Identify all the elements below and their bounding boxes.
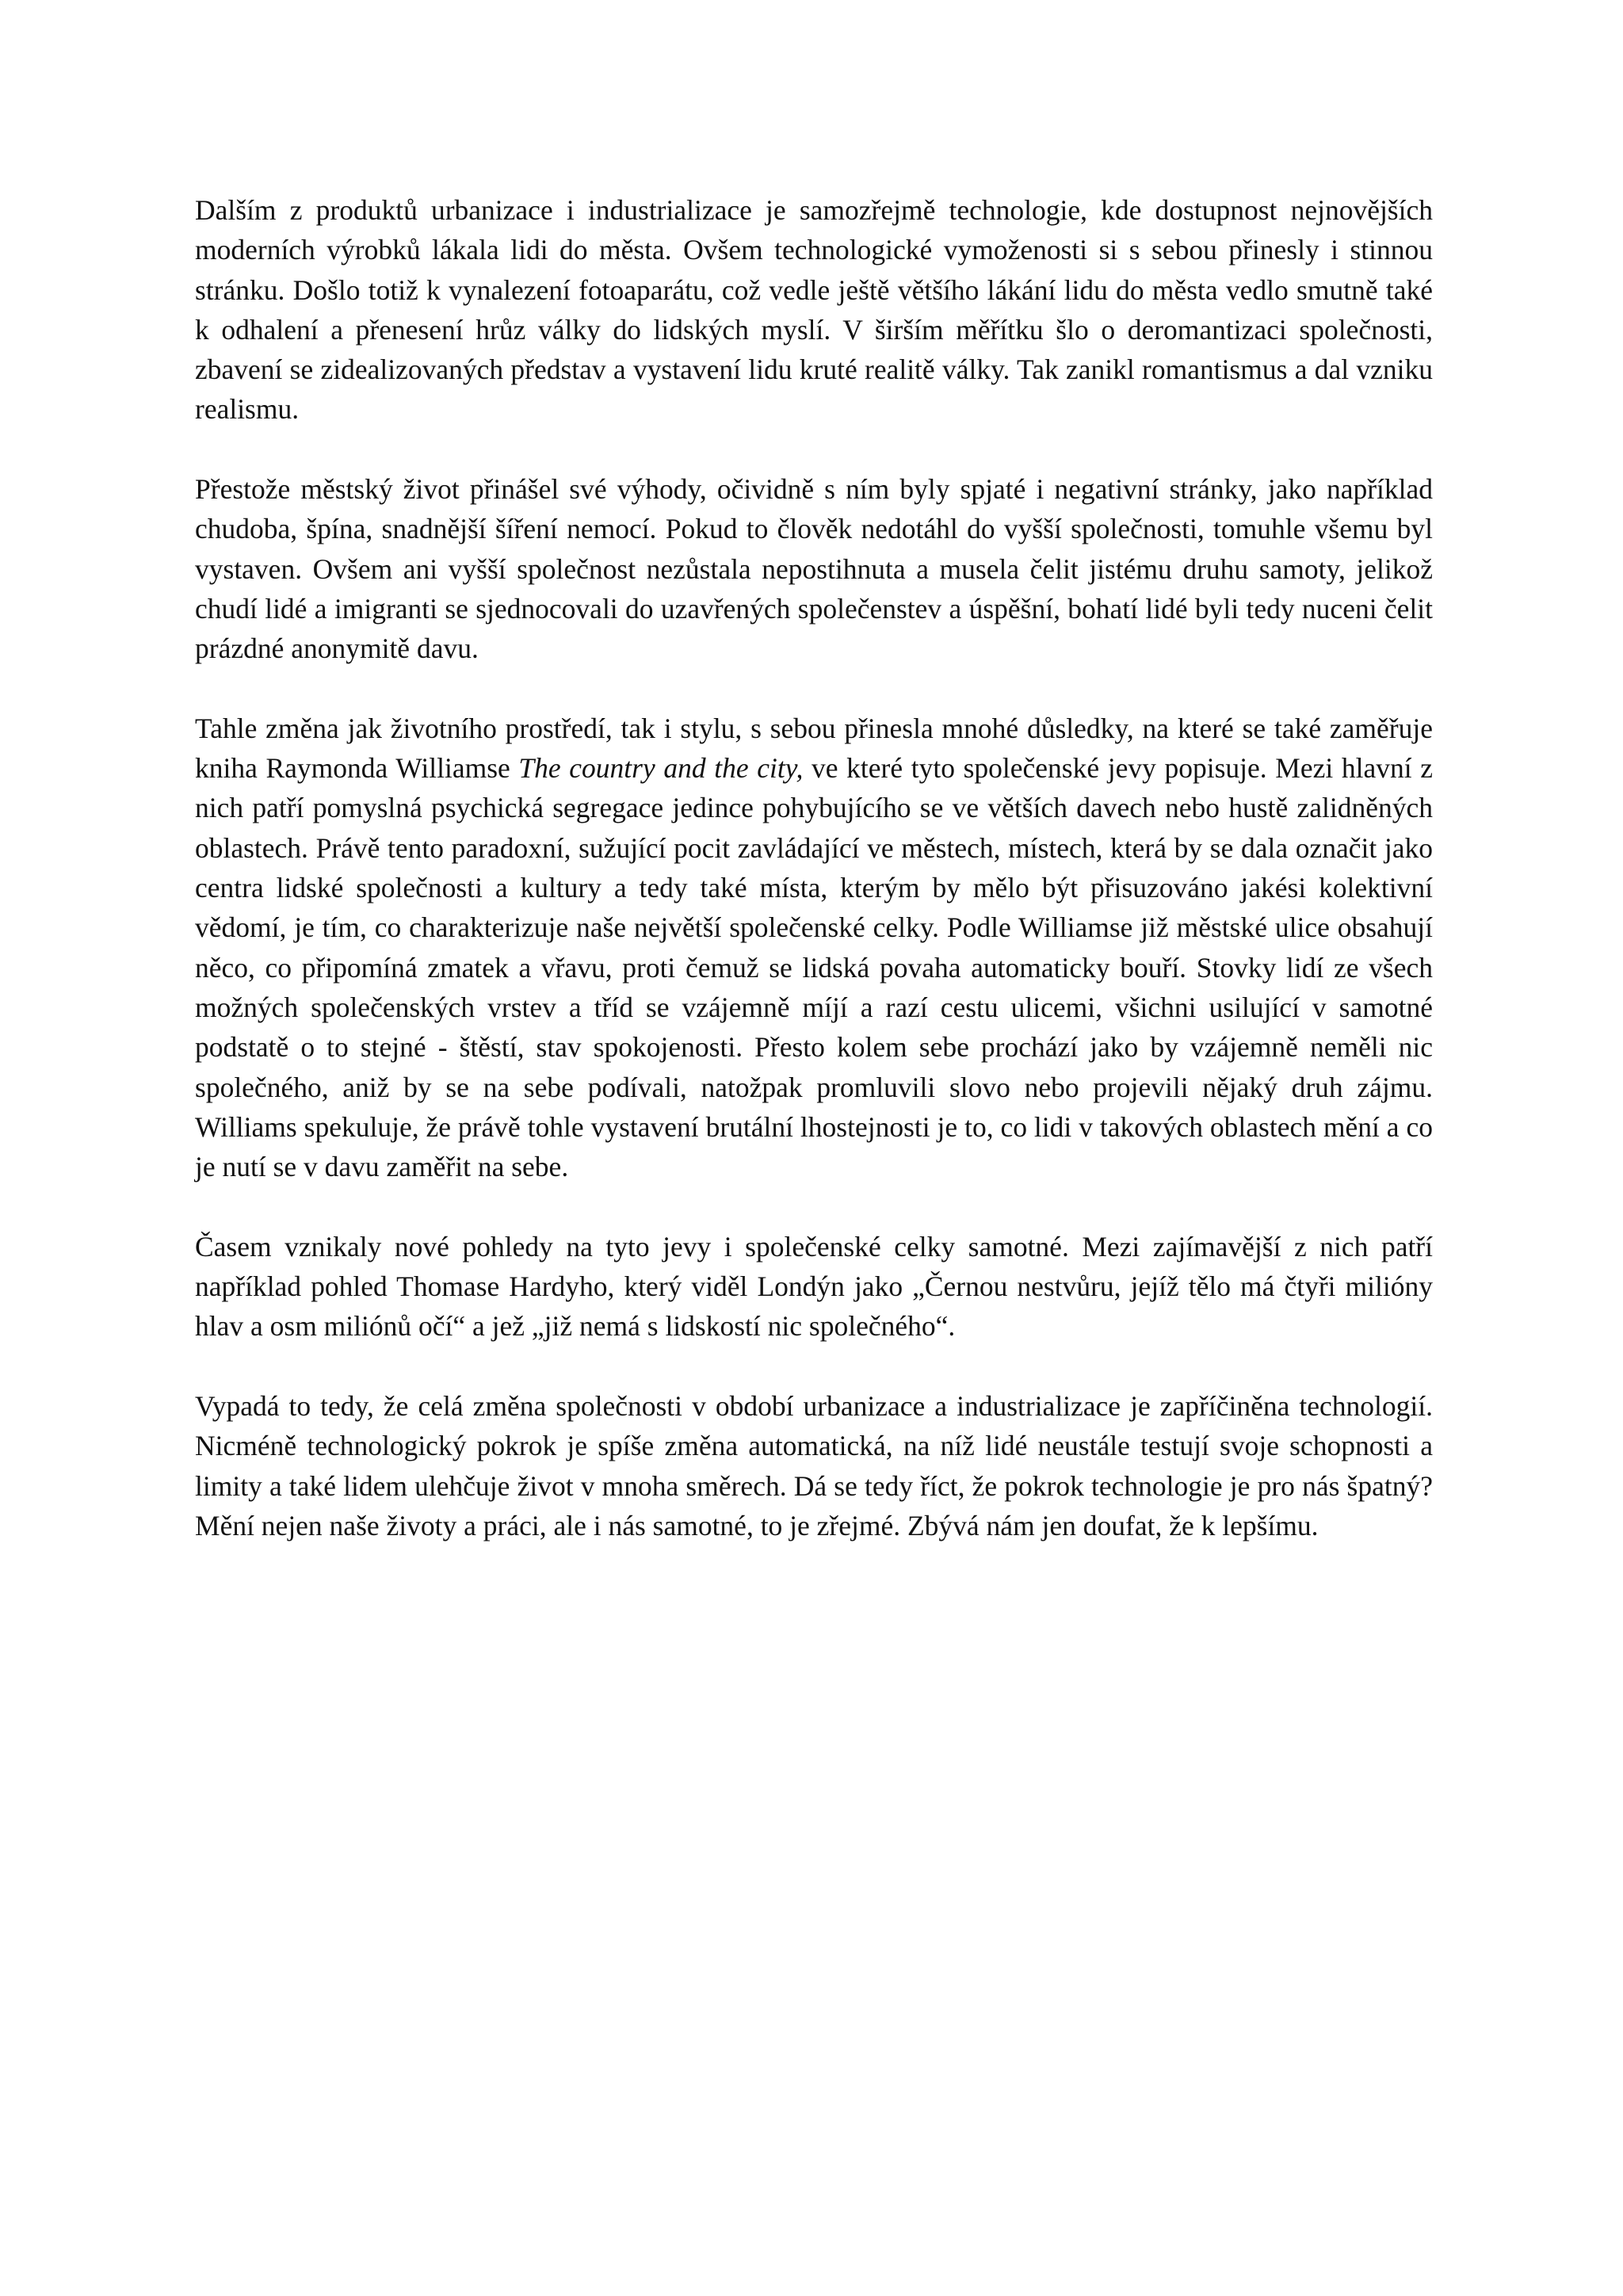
book-title: The country and the city, [518,752,804,785]
paragraph-williams-intro: Tahle změna jak životního prostředí, tak i stylu, s sebou přinesla mnohé důsledky, na které se také zaměřuje kniha Raymonda Williamse [195,712,1433,785]
paragraph-city-life: Přestože městský život přinášel své výhody, očividně s ním byly spjaté i negativní stránky, jako například chudoba, špína, snadnější šíření nemocí. Pokud to člověk nedotáhl do vyšší společnosti, tomuhle všemu byl vystaven. Ovšem ani vyšší společnost nezůstala nepostihnuta a musela čelit jistému druhu samoty, jelikož chudí lidé a imigranti se sjednocovali do uzavřených společenstev a úspěšní, bohatí lidé byli tedy nuceni čelit prázdné anonymitě davu. [195,473,1433,665]
paragraph-technology: Dalším z produktů urbanizace i industrializace je samozřejmě technologie, kde dostupnost nejnovějších moderních výrobků lákala lidi do města. Ovšem technologické vymoženosti si s sebou přinesly i stinnou stránku. Došlo totiž k vynalezení fotoaparátu, což vedle ještě většího lákání lidu do města vedlo smutně také k odhalení a přenesení hrůz války do lidských myslí. V širším měřítku šlo o deromantizaci společnosti, zbavení se zidealizovaných představ a vystavení lidu kruté realitě války. Tak zanikl romantismus a dal vzniku realismu. [195,194,1433,426]
paragraph-williams-rest: ve které tyto společenské jevy popisuje. Mezi hlavní z nich patří pomyslná psychická segregace jedince pohybujícího se ve větších davech nebo hustě zalidněných oblastech. Právě tento paradoxní, sužující pocit zavládající ve městech, místech, která by se dala označit jako centra lidské společnosti a kultury a tedy také místa, kterým by mělo být přisuzováno jakési kolektivní vědomí, je tím, co charakterizuje naše největší společenské celky. Podle Williamse již městské ulice obsahují něco, co připomíná zmatek a vřavu, proti čemuž se lidská povaha automaticky bouří. Stovky lidí ze všech možných společenských vrstev a tříd se vzájemně míjí a razí cestu ulicemi, všichni usilující v samotné podstatě o to stejné - štěstí, stav spokojenosti. Přesto kolem sebe prochází jako by vzájemně neměli nic společného, aniž by se na sebe podívali, natožpak promluvili slovo nebo projevili nějaký druh zájmu. Williams spekuluje, že právě tohle vystavení brutální lhostejnosti je to, co lidi v takových oblastech mění a co je nutí se v davu zaměřit na sebe. [195,752,1433,1183]
document-body [195,190,1433,1545]
paragraph-hardy: Časem vznikaly nové pohledy na tyto jevy i společenské celky samotné. Mezi zajímavější z nich patří například pohled Thomase Hardyho, který viděl Londýn jako „Černou nestvůru, jejíž tělo má čtyři milióny hlav a osm miliónů očí“ a jež „již nemá s lidskostí nic společného“. [195,1230,1433,1343]
paragraph-williams [195,709,1433,1187]
paragraph-conclusion: Vypadá to tedy, že celá změna společnosti v období urbanizace a industrializace je zapříčiněna technologií. Nicméně technologický pokrok je spíše změna automatická, na níž lidé neustále testují svoje schopnosti a limity a také lidem ulehčuje život v mnoha směrech. Dá se tedy říct, že pokrok technologie je pro nás špatný? Mění nejen naše životy a práci, ale i nás samotné, to je zřejmé. Zbývá nám jen doufat, že k lepšímu. [195,1389,1433,1541]
